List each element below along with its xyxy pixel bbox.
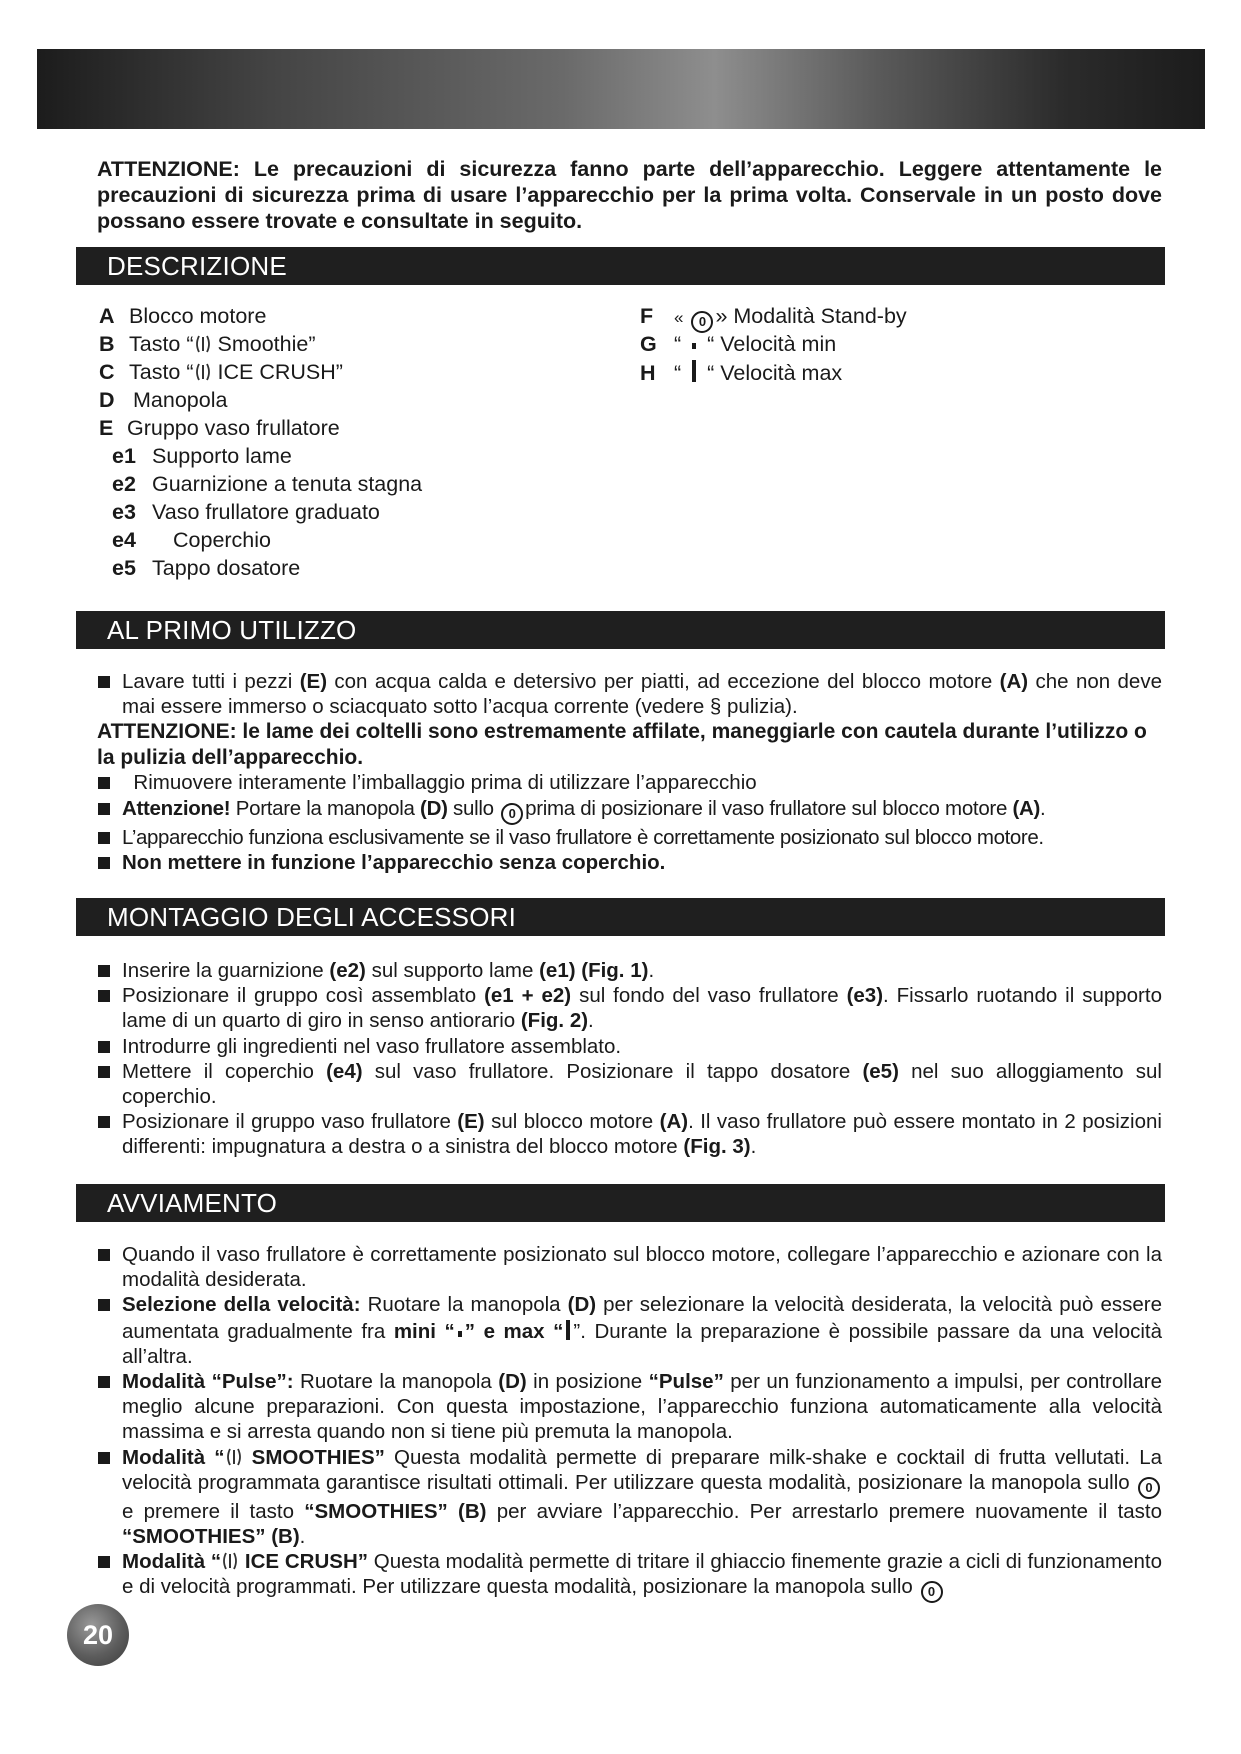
desc-item: D Manopola <box>99 388 228 412</box>
section-montaggio: MONTAGGIO DEGLI ACCESSORI <box>76 898 1165 936</box>
list-item: Introdurre gli ingredienti nel vaso frullatore assemblato. <box>97 1034 1162 1059</box>
header-banner <box>37 49 1205 129</box>
desc-item: B Tasto “ Smoothie” <box>99 332 316 356</box>
standby-icon: 0 <box>921 1581 943 1603</box>
list-item: Modalità “ ICE CRUSH” Questa modalità permette di tritare il ghiaccio finemente grazie a cicli di funzionamento e di velocità programmati. Per utilizzare questa modalità, posizionare la manopola sullo 0 <box>97 1549 1162 1603</box>
desc-item: e5 Tappo dosatore <box>112 556 301 580</box>
avviamento-content <box>97 1242 1162 1603</box>
list-item: Modalità “ SMOOTHIES” Questa modalità permette di preparare milk-shake e cocktail di frutta vellutati. La velocità programmata garantisce risultati ottimali. Per utilizzare questa modalità, posizionare la manopola sullo 0 e premere il tasto “SMOOTHIES” (B) per avviare l’apparecchio. Per arrestarlo premere nuovamente il tasto “SMOOTHIES” (B). <box>97 1445 1162 1550</box>
page-number: 20 <box>67 1604 129 1666</box>
section-avviamento: AVVIAMENTO <box>76 1184 1165 1222</box>
standby-icon: 0 <box>691 311 713 333</box>
montaggio-content <box>97 958 1162 1160</box>
speed-max-icon <box>687 358 701 384</box>
section-primo-utilizzo: AL PRIMO UTILIZZO <box>76 611 1165 649</box>
primo-utilizzo-content <box>97 669 1162 875</box>
list-item: Posizionare il gruppo vaso frullatore (E) sul blocco motore (A). Il vaso frullatore può essere montato in 2 posizioni differenti: impugnatura a destra o a sinistra del blocco motore (Fig. 3). <box>97 1109 1162 1159</box>
smoothie-icon <box>225 1446 243 1468</box>
standby-icon: 0 <box>1138 1477 1160 1499</box>
speed-max-icon <box>563 1318 573 1342</box>
list-item: Lavare tutti i pezzi (E) con acqua calda e detersivo per piatti, ad eccezione del blocco motore (A) che non deve mai essere immerso o sciacquato sotto l’acqua corrente (vedere § pulizia). <box>97 669 1162 719</box>
ice-crush-icon <box>194 361 212 383</box>
list-item: Non mettere in funzione l’apparecchio senza coperchio. <box>97 850 1162 875</box>
list-item: Selezione della velocità: Ruotare la manopola (D) per selezionare la velocità desiderata, la velocità può essere aumentata gradualmente fra mini “ ” e max “ ”. Durante la preparazione è possibile passare da una velocità all’altra. <box>97 1292 1162 1369</box>
speed-min-icon <box>455 1324 465 1342</box>
smoothie-icon <box>194 333 212 355</box>
section-descrizione: DESCRIZIONE <box>76 247 1165 285</box>
list-item: Posizionare il gruppo così assemblato (e1 + e2) sul fondo del vaso frullatore (e3). Fissarlo ruotando il supporto lame di un quarto di giro in senso antiorario (Fig. 2). <box>97 983 1162 1033</box>
desc-item: H “ “ Velocità max <box>640 358 907 386</box>
description-list-left <box>99 302 422 582</box>
speed-min-icon <box>687 335 701 355</box>
list-item: L’apparecchio funziona esclusivamente se il vaso frullatore è correttamente posizionato sul blocco motore. <box>97 825 1162 850</box>
desc-item: C Tasto “ ICE CRUSH” <box>99 360 343 384</box>
standby-icon: 0 <box>501 803 523 825</box>
list-item: Attenzione! Portare la manopola (D) sullo 0 prima di posizionare il vaso frullatore sul blocco motore (A). <box>97 796 1162 825</box>
desc-item: F « 0 » Modalità Stand-by <box>640 302 907 330</box>
desc-item: A Blocco motore <box>99 304 267 328</box>
desc-item: E Gruppo vaso frullatore <box>99 416 340 440</box>
desc-item: e2 Guarnizione a tenuta stagna <box>112 472 423 496</box>
description-list-right <box>640 302 907 386</box>
ice-crush-icon <box>221 1550 239 1572</box>
desc-item: G “ “ Velocità min <box>640 332 837 356</box>
desc-item: e4 Coperchio <box>112 528 271 552</box>
list-item: Mettere il coperchio (e4) sul vaso frullatore. Posizionare il tappo dosatore (e5) nel suo alloggiamento sul coperchio. <box>97 1059 1162 1109</box>
desc-item: e3 Vaso frullatore graduato <box>112 500 380 524</box>
safety-warning: ATTENZIONE: Le precauzioni di sicurezza fanno parte dell’apparecchio. Leggere attentamente le precauzioni di sicurezza prima di usare l’apparecchio per la prima volta. Conservale in un posto dove possano essere trovate e consultate in seguito. <box>97 157 1162 233</box>
list-item: Quando il vaso frullatore è correttamente posizionato sul blocco motore, collegare l’apparecchio e azionare con la modalità desiderata. <box>97 1242 1162 1292</box>
list-item: Modalità “Pulse”: Ruotare la manopola (D) in posizione “Pulse” per un funzionamento a impulsi, per controllare meglio alcune preparazioni. Con questa impostazione, l’apparecchio funziona automaticamente alla velocità massima e si arresta quando non si tiene più premuta la manopola. <box>97 1369 1162 1445</box>
blade-warning: ATTENZIONE: le lame dei coltelli sono estremamente affilate, maneggiarle con cautela durante l’utilizzo o la pulizia dell’apparecchio. <box>97 720 1147 769</box>
list-item: Inserire la guarnizione (e2) sul supporto lame (e1) (Fig. 1). <box>97 958 1162 983</box>
desc-item: e1 Supporto lame <box>112 444 292 468</box>
list-item: Rimuovere interamente l’imballaggio prima di utilizzare l’apparecchio <box>97 770 1162 795</box>
